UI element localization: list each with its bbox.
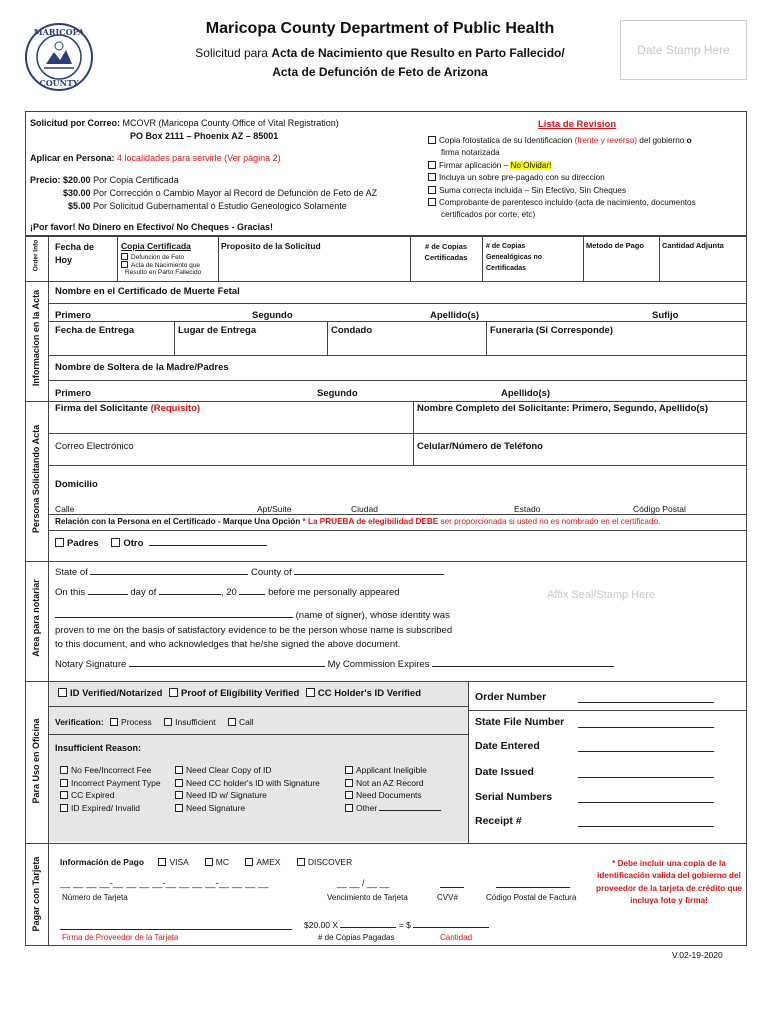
checkbox[interactable]	[111, 538, 120, 547]
person-label: Aplicar en Persona:	[30, 153, 115, 163]
label-m-segundo: Segundo	[317, 388, 358, 399]
geneologicas-label: # de Copias	[486, 243, 526, 250]
mail-address: PO Box 2111 – Phoenix AZ – 85001	[130, 131, 279, 141]
checkbox[interactable]	[60, 804, 68, 812]
date-entered-input[interactable]	[578, 751, 714, 752]
label-primero: Primero	[55, 310, 91, 321]
side-label-acta: Informacion en la Acta	[31, 289, 41, 387]
checklist-text: certificados por corte, etc)	[441, 210, 536, 220]
process-option[interactable]	[110, 717, 152, 727]
version-label: V.02-19-2020	[672, 950, 723, 960]
other-input[interactable]	[379, 810, 441, 811]
copies-paid-input[interactable]	[340, 927, 396, 928]
reason-label: Need ID w/ Signature	[186, 790, 267, 800]
otro-input[interactable]	[149, 545, 267, 546]
day-of-label: day of	[130, 587, 157, 598]
card-signature-label: Firma de Proveedor de la Tarjeta	[62, 933, 179, 942]
relacion-options	[55, 538, 267, 549]
label-domicilio[interactable]: Domicilio	[55, 479, 98, 490]
equals-label: = $	[398, 920, 411, 930]
num-copias-label: Certificadas	[424, 253, 468, 262]
checkbox[interactable]	[345, 766, 353, 774]
side-label-payment: Pagar con Tarjeta	[31, 856, 41, 932]
checklist-text: Suma correcta incluida – Sin Efectivo, Sin Cheques	[439, 185, 627, 195]
date-entered-field: Date Entered	[475, 740, 540, 752]
checkbox[interactable]	[60, 779, 68, 787]
serial-numbers-input[interactable]	[578, 802, 714, 803]
geneologicas-label: Genealógicas no	[486, 254, 543, 261]
notary-seal-area: Affix Seal/Stamp Here	[547, 589, 656, 601]
receipt-input[interactable]	[578, 826, 714, 827]
checkbox[interactable]	[121, 253, 128, 260]
card-number-label: Número de Tarjeta	[62, 893, 128, 902]
svg-text:MARICOPA: MARICOPA	[33, 27, 85, 37]
reason-option[interactable]	[345, 777, 441, 790]
checklist-text: Comprobante de parentesco incluido (acta de nacimiento, documentos	[439, 198, 696, 208]
zip-input[interactable]	[496, 887, 570, 888]
checkbox[interactable]	[428, 173, 436, 181]
checklist-item[interactable]	[428, 172, 746, 184]
checkbox[interactable]	[228, 718, 236, 726]
copias-pagadas-label: # de Copias Pagadas	[318, 933, 395, 942]
subtitle-prefix: Solicitud para	[195, 46, 272, 60]
proposito-label[interactable]: Proposito de la Solicitud	[221, 241, 321, 251]
amount-input[interactable]	[413, 927, 489, 928]
option-defuncion[interactable]	[121, 253, 201, 261]
checkbox[interactable]	[175, 791, 183, 799]
label-nombre-completo[interactable]: Nombre Completo del Solicitante: Primero, Segundo, Apellido(s)	[417, 403, 709, 414]
price-1-text: Por Copia Certificada	[93, 175, 179, 185]
reason-label: Not an AZ Record	[356, 777, 424, 788]
mc-label: MC	[215, 857, 229, 867]
person-info	[30, 153, 281, 163]
num-copias[interactable]	[413, 241, 479, 263]
name-signer-label: (name of signer), whose identity was	[295, 610, 450, 621]
price-2-amount: $30.00	[63, 188, 91, 198]
card-signature-input[interactable]	[60, 929, 292, 930]
receipt-field: Receipt #	[475, 815, 522, 827]
reason-option[interactable]	[175, 789, 320, 802]
label-estado: Estado	[514, 504, 541, 514]
checkbox[interactable]	[60, 791, 68, 799]
exp-input[interactable]: __ __ / __ __	[337, 878, 390, 888]
discover-option[interactable]	[297, 857, 352, 867]
notary-signature-label: Notary Signature	[55, 659, 127, 670]
label-m-primero: Primero	[55, 388, 91, 399]
mother-name-header: Nombre de Soltera de la Madre/Padres	[55, 362, 229, 373]
reason-label: Need Signature	[186, 802, 246, 813]
checkbox[interactable]	[345, 779, 353, 787]
reason-label: Other	[356, 802, 378, 813]
option-label: Acta de Nacimiento que	[131, 262, 201, 269]
seal-icon	[24, 22, 94, 92]
checkbox[interactable]	[245, 858, 253, 866]
label-m-apellidos: Apellido(s)	[501, 388, 551, 399]
date-stamp-box: Date Stamp Here	[620, 20, 747, 80]
num-geneologicas[interactable]	[486, 241, 542, 274]
checkbox[interactable]	[158, 858, 166, 866]
side-label-office: Para Uso en Oficina	[31, 718, 41, 804]
relacion-label	[55, 517, 660, 526]
checklist	[428, 135, 746, 222]
price-1	[30, 175, 179, 185]
label-lugar-entrega[interactable]: Lugar de Entrega	[178, 325, 257, 336]
price-1-amount: $20.00	[63, 175, 91, 185]
price-3	[68, 201, 347, 211]
mail-label: Solicitud por Correo:	[30, 118, 120, 128]
side-label-notary: Area para notariar	[31, 579, 41, 657]
reason-label: Need Clear Copy of ID	[186, 765, 272, 775]
state-file-input[interactable]	[578, 727, 714, 728]
firma-label: Firma del Solicitante	[55, 403, 151, 414]
cc-holder-label: CC Holder's ID Verified	[317, 688, 422, 699]
vencimiento-label: Vencimiento de Tarjeta	[327, 893, 408, 902]
amount-row	[304, 920, 489, 930]
option-padres[interactable]	[55, 538, 99, 549]
on-this-label: On this	[55, 587, 86, 598]
order-number-input[interactable]	[578, 702, 714, 703]
amex-label: AMEX	[256, 857, 281, 867]
option-nacimiento[interactable]	[121, 261, 201, 269]
checklist-text: Copia fotostatica de su Identificacion	[439, 136, 575, 145]
hoy-label: Hoy	[55, 255, 73, 265]
reason-label: Need CC holder's ID with Signature	[186, 777, 320, 788]
firma-required: (Requisito)	[150, 403, 201, 414]
mc-option[interactable]	[205, 857, 229, 867]
reason-option[interactable]	[60, 789, 161, 802]
insufficient-reason-label: Insufficient Reason:	[55, 743, 142, 753]
checkbox[interactable]	[297, 858, 305, 866]
year-input[interactable]	[239, 594, 265, 595]
reason-label: ID Expired/ Invalid	[71, 802, 140, 813]
office-verify-row	[58, 688, 421, 699]
checkbox[interactable]	[345, 791, 353, 799]
checkbox[interactable]	[428, 136, 436, 144]
reasons-col-1	[60, 764, 161, 814]
reason-option[interactable]	[345, 789, 441, 802]
fecha-de-label: Fecha de	[55, 242, 95, 252]
checklist-text: Incluya un sobre pre-pagado con su direccion	[439, 173, 605, 183]
proof-label: Proof of Eligibility Verified	[181, 688, 300, 699]
before-me-label: before me personally appeared	[268, 587, 400, 598]
checkbox[interactable]	[175, 766, 183, 774]
commission-input[interactable]	[432, 666, 614, 667]
option-otro[interactable]	[111, 538, 143, 549]
year-prefix: , 20	[220, 587, 237, 598]
label-firma[interactable]	[55, 403, 200, 414]
cvv-input[interactable]	[440, 887, 464, 888]
checklist-item[interactable]	[428, 135, 746, 147]
checkbox[interactable]	[428, 161, 436, 169]
reason-option[interactable]	[175, 777, 320, 790]
checkbox[interactable]	[60, 766, 68, 774]
person-value: 4 localidades para servirle (Ver página 2)	[117, 153, 281, 163]
reason-option[interactable]	[60, 777, 161, 790]
certificate-name-header: Nombre en el Certificado de Muerte Fetal	[55, 286, 240, 297]
reasons-col-3	[345, 764, 441, 814]
visa-label: VISA	[169, 857, 189, 867]
id-verified-option[interactable]	[58, 688, 162, 699]
geneologicas-label: Certificadas	[486, 265, 527, 272]
label-funeraria[interactable]: Funeraria (Si Corresponde)	[490, 325, 613, 336]
insufficient-option[interactable]	[164, 717, 215, 727]
reason-option[interactable]	[60, 764, 161, 777]
otro-label: Otro	[123, 538, 144, 549]
date-issued-field: Date Issued	[475, 766, 534, 778]
checkbox[interactable]	[345, 804, 353, 812]
amount-prefix: $20.00 X	[304, 920, 339, 930]
day-input[interactable]	[88, 594, 128, 595]
county-seal	[24, 22, 94, 92]
label-segundo: Segundo	[252, 310, 293, 321]
checkbox[interactable]	[55, 538, 64, 547]
checklist-text: o	[686, 136, 692, 145]
checklist-text: Firmar aplicación –	[439, 160, 511, 170]
mail-info	[30, 118, 339, 128]
checkbox[interactable]	[169, 688, 178, 697]
page-subtitle	[120, 46, 640, 60]
verification-row	[55, 717, 254, 727]
reason-label: Need Documents	[356, 790, 422, 800]
zip-label: Código Postal de Factura	[486, 893, 577, 902]
padres-label: Padres	[67, 538, 99, 549]
commission-label: My Commission Expires	[327, 659, 430, 670]
order-number-label: Order Number	[475, 691, 547, 703]
label-apt: Apt/Suite	[257, 504, 292, 514]
label-ciudad: Ciudad	[351, 504, 378, 514]
notary-signature-input[interactable]	[129, 666, 325, 667]
state-of-label: State of	[55, 567, 88, 578]
copia-certificada-label: Copia Certificada	[121, 241, 191, 251]
page-title: Maricopa County Department of Public Health	[205, 20, 555, 37]
reason-option[interactable]	[175, 764, 320, 777]
checklist-item[interactable]	[428, 197, 746, 209]
discover-label: DISCOVER	[307, 857, 353, 867]
notary-state-line	[55, 567, 444, 578]
county-of-label: County of	[251, 567, 292, 578]
relacion-warning: ser proporcionada si usted no es nombrado en el certificado.	[438, 517, 661, 526]
cantidad-label: Cantidad	[440, 933, 473, 942]
subtitle-bold: Acta de Nacimiento que Resulto en Parto Fallecido/	[271, 46, 565, 60]
option-label: Defunción de Feto	[131, 254, 185, 261]
cantidad-adjunta-label[interactable]: Cantidad Adjunta	[662, 241, 724, 250]
cvv-label: CVV#	[437, 893, 458, 902]
price-label: Precio:	[30, 175, 61, 185]
label-celular[interactable]: Celular/Número de Teléfono	[417, 441, 543, 452]
no-cash-note: ¡Por favor! No Dinero en Efectivo/ No Cheques - Gracias!	[30, 222, 274, 232]
order-number-field	[475, 691, 546, 703]
signer-name-input[interactable]	[55, 617, 293, 618]
card-id-note: * Debe incluir una copia de la identificación valida del gobierno del proveedor de la tarjeta de crédito que incluya foto y firma!	[595, 859, 743, 906]
date-issued-input[interactable]	[578, 777, 714, 778]
label-codigo-postal: Código Postal	[633, 504, 686, 514]
checkbox[interactable]	[175, 779, 183, 787]
notary-signature-line	[55, 659, 614, 670]
payment-info-row	[60, 857, 352, 867]
mail-value: MCOVR (Maricopa County Office of Vital Registration)	[122, 118, 339, 128]
price-3-amount: $5.00	[68, 201, 91, 211]
subtitle-line2: Acta de Defunción de Feto de Arizona	[272, 65, 488, 79]
county-of-input[interactable]	[294, 574, 444, 575]
notary-name-line	[55, 610, 450, 621]
month-input[interactable]	[159, 594, 221, 595]
price-2	[63, 188, 377, 198]
reason-option[interactable]	[345, 802, 441, 815]
id-verified-label: ID Verified/Notarized	[70, 688, 163, 699]
checklist-item[interactable]	[428, 185, 746, 197]
reason-option[interactable]	[175, 802, 320, 815]
label-calle: Calle	[55, 504, 75, 514]
checkbox[interactable]	[428, 198, 436, 206]
notary-proven-1: proven to me on the basis of satisfactory evidence to be the person whose name is subscribed	[55, 625, 453, 636]
insufficient-label: Insufficient	[175, 717, 216, 727]
card-number-input[interactable]: __ __ __ __-__ __ __ __-__ __ __ __-__ __ __ __	[60, 878, 269, 888]
num-copias-label: # de Copias	[424, 242, 468, 251]
checklist-text: (frente y reverso)	[574, 136, 637, 145]
label-correo[interactable]: Correo Electrónico	[55, 441, 134, 452]
proof-option[interactable]	[169, 688, 299, 699]
notary-proven-2: to this document, and who acknowledges that he/she signed the above document.	[55, 639, 401, 650]
metodo-pago-label[interactable]: Metodo de Pago	[586, 241, 644, 250]
call-option[interactable]	[228, 717, 254, 727]
fecha-hoy[interactable]	[55, 241, 94, 267]
checklist-title: Lista de Revision	[538, 119, 617, 130]
svg-text:COUNTY: COUNTY	[39, 78, 79, 88]
checkbox[interactable]	[205, 858, 213, 866]
checkbox[interactable]	[306, 688, 315, 697]
checklist-item[interactable]	[428, 160, 746, 172]
side-label-solicitante: Persona Solicitando Acta	[31, 424, 41, 534]
label-sufijo: Sufijo	[652, 310, 679, 321]
reason-label: No Fee/Incorrect Fee	[71, 765, 152, 775]
state-file-field: State File Number	[475, 716, 565, 728]
relacion-warning: * La PRUEBA de elegibilidad DEBE	[302, 517, 439, 526]
label-condado[interactable]: Condado	[331, 325, 373, 336]
reason-option[interactable]	[345, 764, 441, 777]
checklist-text: firma notarizada	[441, 148, 500, 158]
checkbox[interactable]	[110, 718, 118, 726]
checkbox[interactable]	[121, 261, 128, 268]
checklist-text: del gobierno	[636, 136, 687, 145]
cc-holder-option[interactable]	[306, 688, 421, 699]
checkbox[interactable]	[175, 804, 183, 812]
reasons-col-2	[175, 764, 320, 814]
copia-certificada	[121, 241, 201, 276]
checkbox[interactable]	[428, 186, 436, 194]
relacion-text: Relación con la Persona en el Certificado - Marque Una Opción	[55, 517, 303, 526]
serial-numbers-field: Serial Numbers	[475, 791, 553, 803]
checkbox[interactable]	[58, 688, 67, 697]
visa-option[interactable]	[158, 857, 188, 867]
label-fecha-entrega[interactable]: Fecha de Entrega	[55, 325, 135, 336]
process-label: Process	[121, 717, 152, 727]
side-label-order-info: Order Info	[32, 239, 40, 272]
checklist-highlight: No Olvidar!	[510, 160, 552, 170]
reason-label: Incorrect Payment Type	[71, 777, 161, 788]
reason-label: CC Expired	[71, 790, 115, 800]
reason-label: Applicant Ineligible	[356, 765, 427, 775]
payment-info-label: Información de Pago	[60, 857, 145, 867]
checkbox[interactable]	[164, 718, 172, 726]
price-3-text: Por Solicitud Gubernamental ó Estudio Geneologico Solamente	[93, 201, 347, 211]
call-label: Call	[238, 717, 254, 727]
price-2-text: Por Corrección o Cambio Mayor al Record de Defunción de Feto de AZ	[93, 188, 378, 198]
notary-date-line	[55, 587, 400, 598]
verification-label: Verification:	[55, 717, 104, 727]
reason-option[interactable]	[60, 802, 161, 815]
state-of-input[interactable]	[90, 574, 248, 575]
option-label: Resulto en Parto Fallecido	[125, 269, 202, 276]
label-apellidos: Apellido(s)	[430, 310, 480, 321]
amex-option[interactable]	[245, 857, 280, 867]
